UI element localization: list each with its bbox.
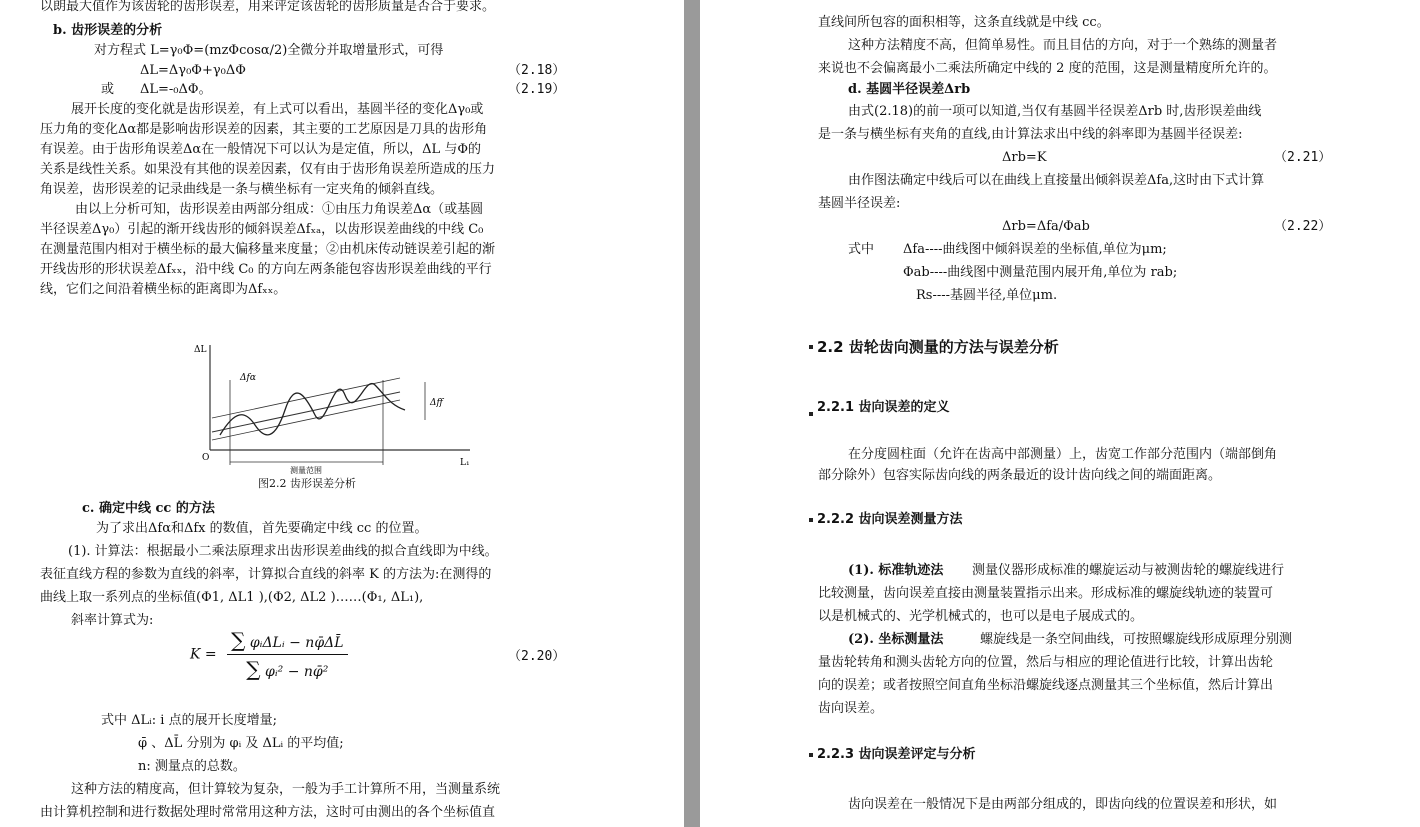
section-heading-2-2-1: 2.2.1 齿向误差的定义 [817,400,950,415]
paragraph-line: 向的误差；或者按照空间直角坐标沿螺旋线逐点测量其三个坐标值，然后计算出 [818,678,1274,693]
equation-number: （2.20） [508,649,566,664]
paragraph-line: 压力角的变化Δα都是影响齿形误差的因素，其主要的工艺原因是刀具的齿形角 [40,122,488,137]
heading-bullet [809,412,813,416]
equation-2-22: Δrb=Δfa/Φab [1002,219,1090,234]
paragraph-line: 以是机械式的、光学机械式的，也可以是电子展成式的。 [818,609,1144,624]
label-where: 式中 [848,242,875,257]
label-fa: Δfα [240,373,256,383]
method-label-1: (1). 标准轨迹法 [848,563,944,578]
paragraph-line: 对方程式 L=γ₀Φ=(mzΦcosα/2)全微分并取增量形式，可得 [94,43,444,58]
figure-caption: 图2.2 齿形误差分析 [258,477,356,490]
paragraph-line: 开线齿形的形状误差Δfₓₓ，沿中线 C₀ 的方向左两条能包容齿形误差曲线的平行 [40,262,492,277]
paragraph-line: 展开长度的变化就是齿形误差，有上式可以看出，基圆半径的变化Δγ₀或 [71,102,484,117]
paragraph-line: 为了求出Δfα和Δfx 的数值，首先要确定中线 cc 的位置。 [96,521,428,536]
paragraph-line: 测量仪器形成标准的螺旋运动与被测齿轮的螺旋线进行 [972,563,1285,578]
equation-2-21: Δrb=K [1002,150,1047,165]
paragraph-line: Rs----基圆半径,单位μm. [916,288,1058,303]
heading-d: d. 基圆半径误差Δrb [848,82,971,97]
paragraph-line: (1). 计算法：根据最小二乘法原理求出齿形误差曲线的拟合直线即为中线。 [68,544,498,559]
paragraph-line: 曲线上取一系列点的坐标值(Φ1, ΔL1 ),(Φ2, ΔL2 )……(Φ₁, ΔL₁), [40,590,424,605]
paragraph-line: 以朗最大值作为该齿轮的齿形误差，用来评定该齿轮的齿形质量是否合于要求。 [40,0,496,14]
paragraph-line: 在测量范围内相对于横坐标的最大偏移量来度量；②由机床传动链误差引起的渐 [40,242,496,257]
page-gutter [684,0,700,827]
heading-b: b. 齿形误差的分析 [53,23,163,38]
heading-bullet [809,753,813,757]
tooth-profile-error-figure [180,340,480,475]
formula-denominator: φᵢ² − nφ̄² [265,664,329,680]
paragraph-line: 量齿轮转角和测头齿轮方向的位置，然后与相应的理论值进行比较，计算出齿轮 [818,655,1274,670]
paragraph-line: 是一条与横坐标有夹角的直线,由计算法求出中线的斜率即为基圆半径误差: [818,127,1243,142]
formula-numerator: φᵢΔLᵢ − nφ̄ΔL̄ [249,635,344,651]
paragraph-line: 齿向误差。 [818,701,884,716]
paragraph-line: 式中 ΔLᵢ: i 点的展开长度增量; [101,713,277,728]
paragraph-line: 由式(2.18)的前一项可以知道,当仅有基圆半径误差Δrb 时,齿形误差曲线 [848,104,1262,119]
method-label-2: (2). 坐标测量法 [848,632,944,647]
paragraph-line: 基圆半径误差: [818,196,901,211]
paragraph-line: 角误差，齿形误差的记录曲线是一条与横坐标有一定夹角的倾斜直线。 [40,182,444,197]
paragraph-line: 由计算机控制和进行数据处理时常常用这种方法，这时可由测出的各个坐标值直 [40,805,496,820]
paragraph-line: 来说也不会偏离最小二乘法所确定中线的 2 度的范围，这是测量精度所允许的。 [818,61,1277,76]
heading-bullet [809,518,813,522]
heading-c: c. 确定中线 cc 的方法 [82,501,215,516]
paragraph-line: 有误差。由于齿形角误差Δα在一般情况下可以认为是定值，所以，ΔL 与Φ的 [40,142,481,157]
document-page-right [700,0,1420,827]
paragraph-line: Δfa----曲线图中倾斜误差的坐标值,单位为μm; [903,242,1167,257]
section-heading-2-2-2: 2.2.2 齿向误差测量方法 [817,512,963,527]
paragraph-line: 表征直线方程的参数为直线的斜率，计算拟合直线的斜率 K 的方法为:在测得的 [40,567,492,582]
paragraph-line: 这种方法的精度高，但计算较为复杂，一般为手工计算所不用，当测量系统 [71,782,501,797]
equation-number: （2.18） [508,63,566,78]
error-curve [220,384,405,435]
equation-number: （2.21） [1274,150,1332,165]
equation-number: （2.22） [1274,219,1332,234]
label-or: 或 [101,82,115,97]
paragraph-line: 直线间所包容的面积相等，这条直线就是中线 cc。 [818,15,1110,30]
document-page-left [0,0,684,827]
origin-label: O [202,453,210,463]
heading-bullet [809,345,813,349]
paragraph-line: 齿向误差在一般情况下是由两部分组成的，即齿向线的位置误差和形状，如 [848,797,1278,812]
paragraph-line: 由作图法确定中线后可以在曲线上直接量出倾斜误差Δfa,这时由下式计算 [848,173,1265,188]
paragraph-line: Φab----曲线图中测量范围内展开角,单位为 rab; [903,265,1178,280]
equation-number: （2.19） [508,82,566,97]
section-heading-2-2: 2.2 齿轮齿向测量的方法与误差分析 [817,338,1059,356]
formula-lhs: K = [190,646,217,663]
paragraph-line: 斜率计算式为: [71,613,154,628]
paragraph-line: 由以上分析可知，齿形误差由两部分组成：①由压力角误差Δα（或基圆 [75,202,484,217]
paragraph-line: 这种方法精度不高，但简单易性。而且目估的方向，对于一个熟练的测量者 [848,38,1278,53]
section-heading-2-2-3: 2.2.3 齿向误差评定与分析 [817,747,976,762]
paragraph-line: 线，它们之间沿着横坐标的距离即为Δfₓₓ。 [40,282,287,297]
y-axis-label: ΔL [194,345,207,355]
paragraph-line: 螺旋线是一条空间曲线，可按照螺旋线形成原理分别测 [980,632,1293,647]
paragraph-line: 在分度圆柱面（允许在齿高中部测量）上，齿宽工作部分范围内（端部倒角 [848,447,1278,462]
paragraph-line: 比较测量，齿向误差直接由测量装置指示出来。形成标准的螺旋线轨迹的装置可 [818,586,1274,601]
paragraph-line: 部分除外）包容实际齿向线的两条最近的设计齿向线之间的端面距离。 [818,468,1222,483]
range-label: 测量范围 [290,466,322,475]
label-ff: Δff [430,398,443,408]
formula-2-20: K = $\frac{\text{∑ φᵢΔLᵢ − nφ̄ΔL̄}}{\text{∑ φᵢ² − nφ̄²}}$ [190,628,348,684]
equation-2-19: ΔL=-₀ΔΦ。 [140,82,212,97]
x-axis-label: L₁ [460,458,470,468]
paragraph-line: φ̄ 、ΔL̄ 分别为 φᵢ 及 ΔLᵢ 的平均值; [138,736,344,751]
paragraph-line: n: 测量点的总数。 [138,759,246,774]
paragraph-line: 半径误差Δγ₀）引起的渐开线齿形的倾斜误差Δfₓₐ，以齿形误差曲线的中线 C₀ [40,222,484,237]
equation-2-18: ΔL=Δγ₀Φ+γ₀ΔΦ [140,63,246,78]
paragraph-line: 关系是线性关系。如果没有其他的误差因素，仅有由于齿形角误差所造成的压力 [40,162,496,177]
